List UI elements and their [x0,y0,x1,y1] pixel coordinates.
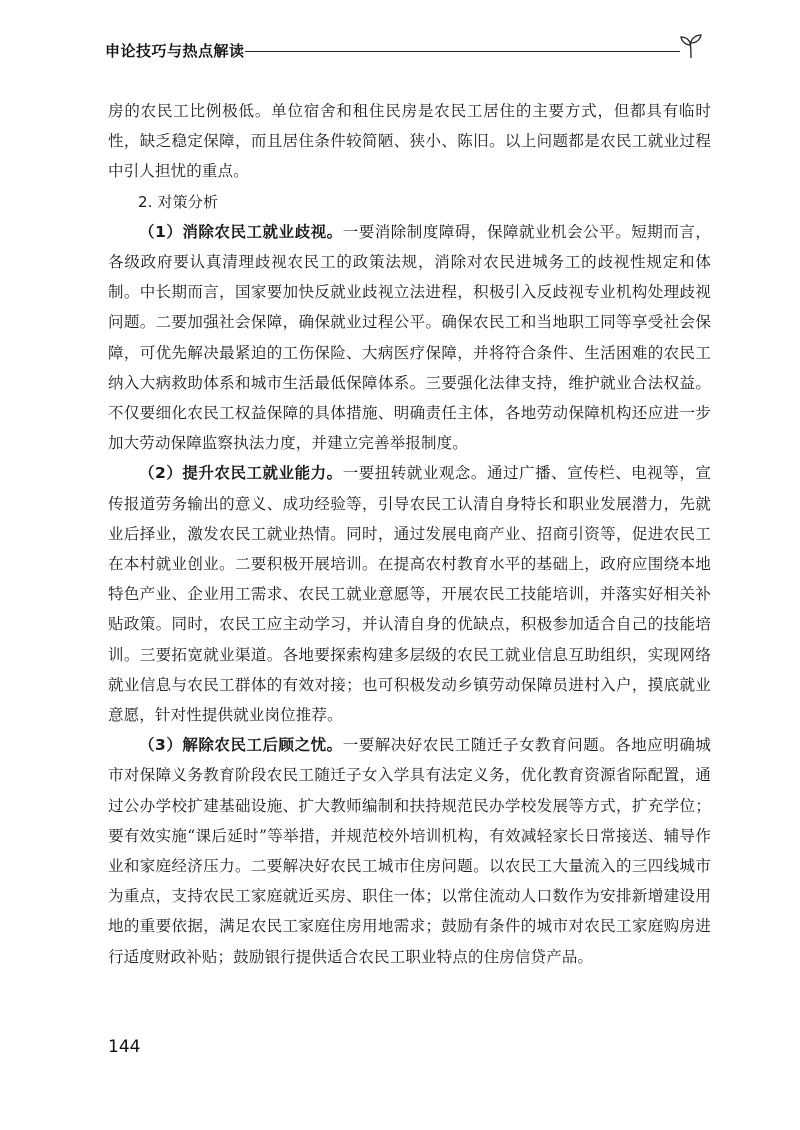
sprout-icon [677,32,705,60]
point-text: 一要扭转就业观念。通过广播、宣传栏、电视等，宣传报道劳务输出的意义、成功经验等，引导农民工认清自身特长和职业发展潜力，先就业后择业，激发农民工就业热情。同时，通过发展电商产业、招商引资等，促进农民工在本村就业创业。二要积极开展培训。在提高农村教育水平的基础上，政府应围绕本地特色产业、企业用工需求、农民工就业意愿等，开展农民工技能培训，并落实好相关补贴政策。同时，农民工应主动学习，并认清自身的优缺点，积极参加适合自己的技能培训。三要拓宽就业渠道。各地要探索构建多层级的农民工就业信息互助组织，实现网络就业信息与农民工群体的有效对接；也可积极发动乡镇劳动保障员进村入户，摸底就业意愿，针对性提供就业岗位推荐。 [108,464,711,725]
page-header [105,38,705,62]
page-number: 144 [108,1037,141,1057]
point-lead: （1）消除农民工就业歧视。 [139,222,343,241]
running-title: 申论技巧与热点解读 [105,42,245,60]
point-text: 一要解决好农民工随迁子女教育问题。各地应明确城市对保障义务教育阶段农民工随迁子女入学具有法定义务，优化教育资源省际配置，通过公办学校扩建基础设施、扩大教师编制和扶持规范民办学校发展等方式，扩充学位；要有效实施“课后延时”等举措，并规范校外培训机构，有效减轻家长日常接送、辅导作业和家庭经济压力。二要解决好农民工城市住房问题。以农民工大量流入的三四线城市为重点，支持农民工家庭就近买房、职住一体；以常住流动人口数作为安排新增建设用地的重要依据，满足农民工家庭住房用地需求；鼓励有条件的城市对农民工家庭购房进行适度财政补贴；鼓励银行提供适合农民工职业特点的住房信贷产品。 [108,736,711,966]
continuation-paragraph: 房的农民工比例极低。单位宿舍和租住民房是农民工居住的主要方式，但都具有临时性，缺乏稳定保障，而且居住条件较简陋、狭小、陈旧。以上问题都是农民工就业过程中引人担忧的重点。 [108,102,711,181]
point-paragraph [108,458,711,730]
point-paragraph [108,730,711,972]
point-lead: （2）提升农民工就业能力。 [139,464,343,483]
section-heading: 2. 对策分析 [138,192,219,211]
point-lead: （3）解除农民工后顾之忧。 [139,736,343,755]
body-text [108,96,711,972]
point-paragraph [108,217,711,459]
header-rule [245,51,680,52]
point-text: 一要消除制度障碍，保障就业机会公平。短期而言，各级政府要认真清理歧视农民工的政策法规，消除对农民进城务工的歧视性规定和体制。中长期而言，国家要加快反就业歧视立法进程，积极引入反歧视专业机构处理歧视问题。二要加强社会保障，确保就业过程公平。确保农民工和当地职工同等享受社会保障，可优先解决最紧迫的工伤保险、大病医疗保障，并将符合条件、生活困难的农民工纳入大病救助体系和城市生活最低保障体系。三要强化法律支持，维护就业合法权益。不仅要细化农民工权益保障的具体措施、明确责任主体，各地劳动保障机构还应进一步加大劳动保障监察执法力度，并建立完善举报制度。 [108,222,711,453]
